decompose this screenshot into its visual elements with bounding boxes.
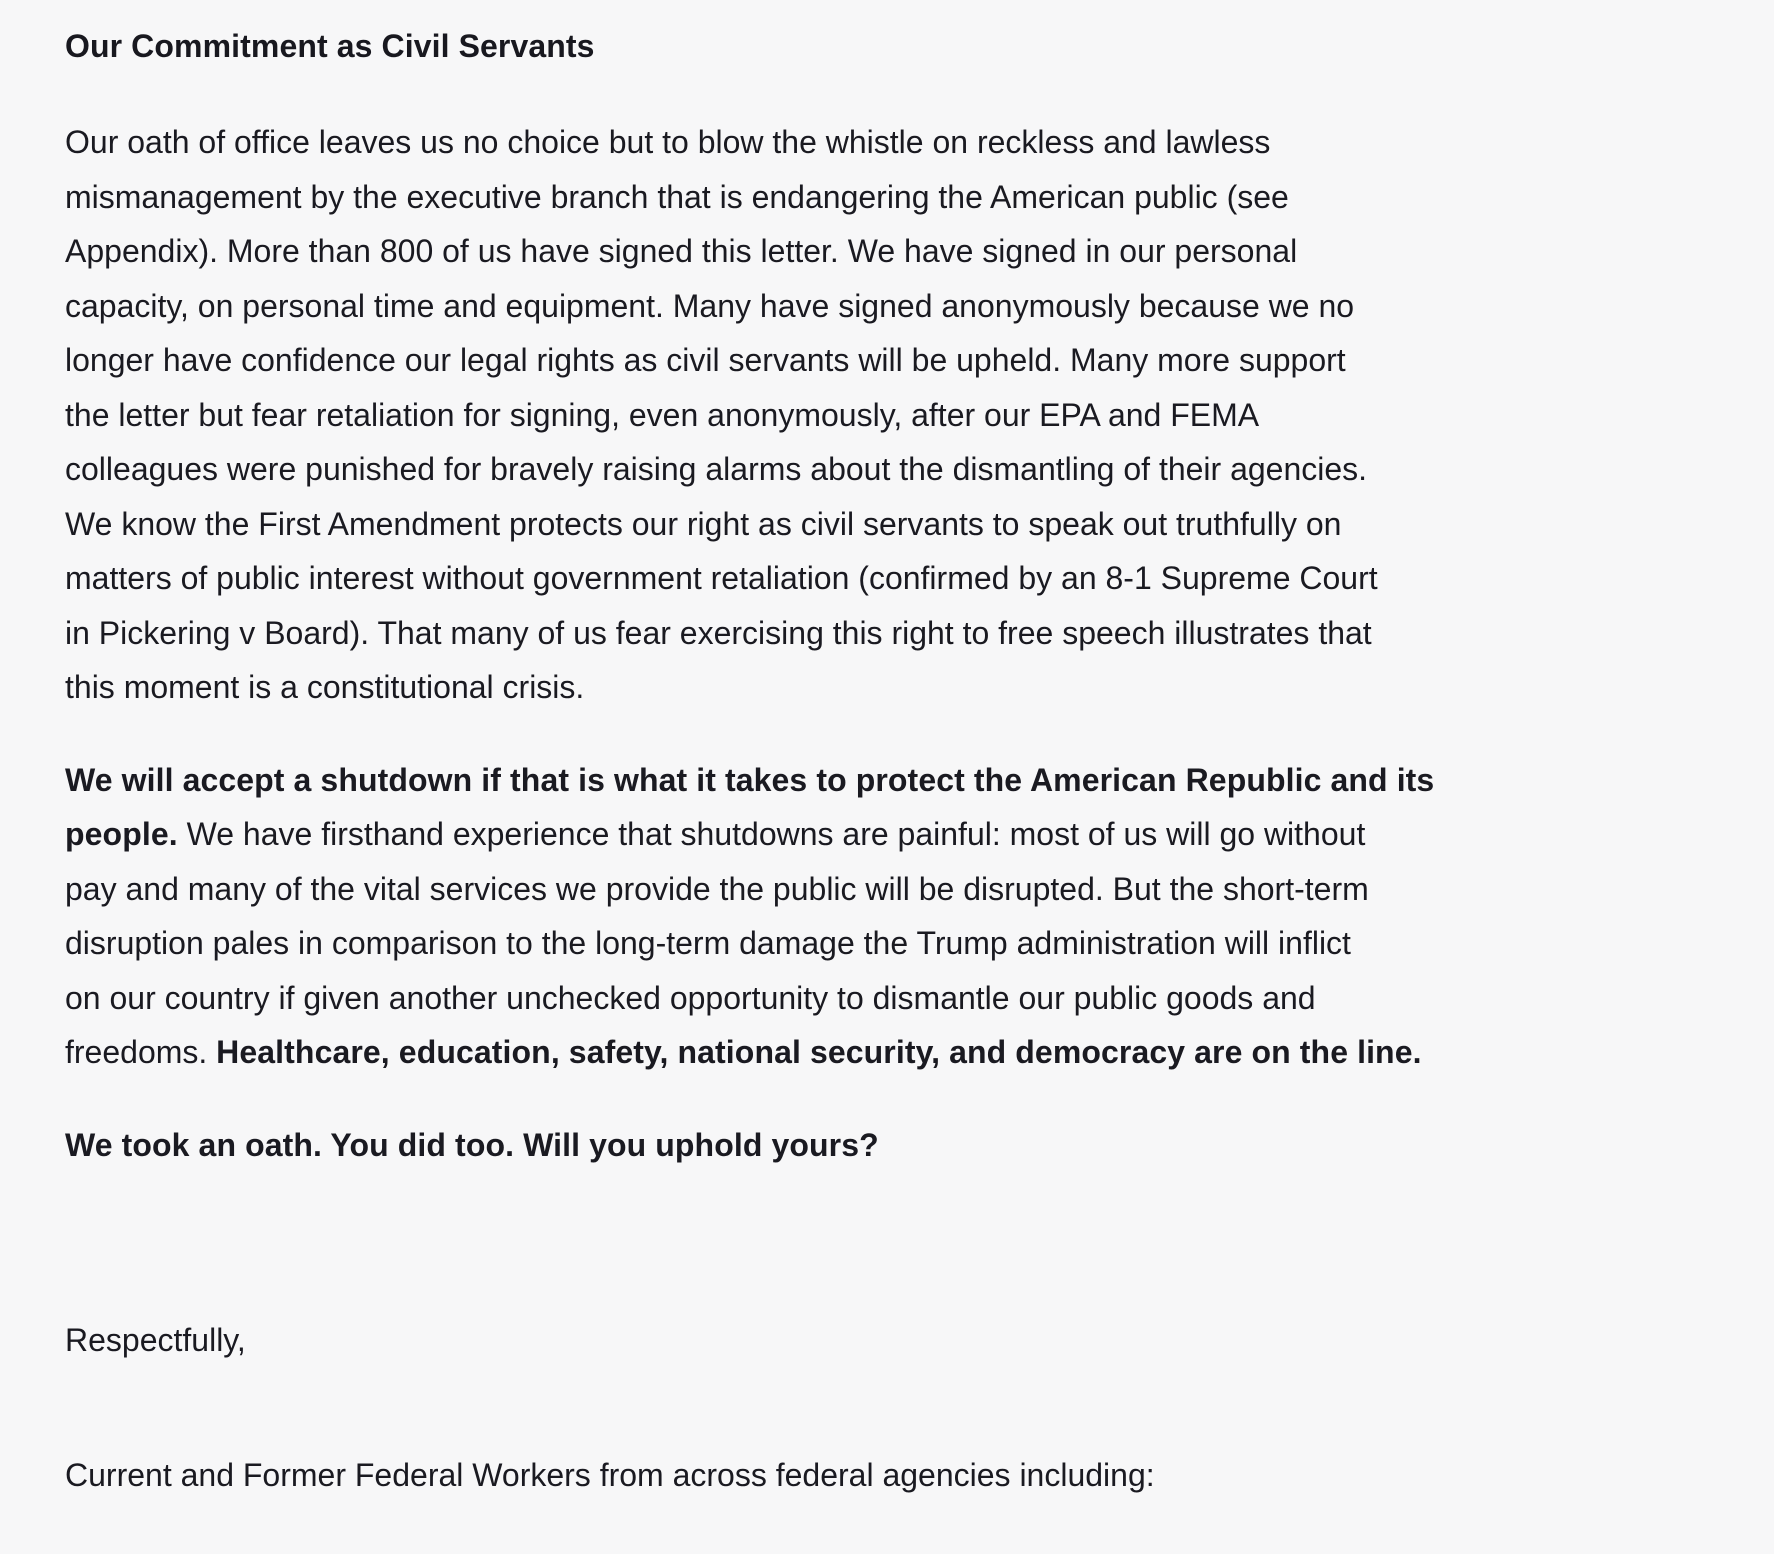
text-run: mismanagement by the executive branch that is endangering the American public (see: [65, 178, 1289, 215]
text-line: [65, 807, 1714, 862]
text-line: [65, 1448, 1714, 1503]
text-run: freedoms.: [65, 1034, 217, 1070]
text-line: [65, 1118, 1714, 1173]
oath-question-paragraph: [65, 1118, 1714, 1173]
text-line: [65, 660, 1714, 715]
text-run: disruption pales in comparison to the long-term damage the Trump administration will inflict: [65, 925, 1351, 961]
text-run: Respectfully,: [65, 1322, 246, 1358]
bold-text-run: We will accept a shutdown if that is what it takes to protect the American Republic and its: [65, 761, 1435, 798]
text-line: [65, 333, 1714, 388]
bold-text-run: Healthcare, education, safety, national security, and democracy are on the line.: [216, 1034, 1422, 1070]
text-line: [65, 115, 1714, 170]
text-line: [65, 862, 1714, 917]
text-line: [65, 971, 1714, 1026]
text-line: [65, 1313, 1714, 1368]
text-run: the letter but fear retaliation for signing, even anonymously, after our EPA and FEMA: [65, 396, 1260, 433]
text-run: Current and Former Federal Workers from across federal agencies including:: [65, 1456, 1155, 1493]
text-run: on our country if given another unchecked opportunity to dismantle our public goods and: [65, 979, 1316, 1016]
text-line: [65, 1025, 1714, 1080]
text-run: pay and many of the vital services we provide the public will be disrupted. But the short-term: [65, 870, 1369, 907]
text-line: [65, 442, 1714, 497]
text-run: in Pickering v Board). That many of us fear exercising this right to free speech illustrates that: [65, 614, 1372, 651]
text-run: We know the First Amendment protects our right as civil servants to speak out truthfully on: [65, 505, 1342, 542]
text-run: longer have confidence our legal rights as civil servants will be upheld. Many more support: [65, 342, 1346, 378]
bold-text-run: people.: [65, 816, 178, 852]
text-run: matters of public interest without government retaliation (confirmed by an 8-1 Supreme Court: [65, 560, 1378, 596]
text-run: colleagues were punished for bravely raising alarms about the dismantling of their agencies.: [65, 451, 1368, 487]
text-line: [65, 606, 1714, 661]
text-run: capacity, on personal time and equipment. Many have signed anonymously because we no: [65, 287, 1355, 324]
text-run: Appendix). More than 800 of us have signed this letter. We have signed in our personal: [65, 233, 1298, 269]
text-run: this moment is a constitutional crisis.: [65, 669, 585, 705]
text-line: [65, 916, 1714, 971]
shutdown-paragraph: [65, 753, 1714, 1080]
text-run: Our oath of office leaves us no choice but to blow the whistle on reckless and lawless: [65, 124, 1271, 160]
text-line: [65, 224, 1714, 279]
text-run: We have firsthand experience that shutdowns are painful: most of us will go without: [177, 816, 1366, 852]
signatories-intro-paragraph: [65, 1448, 1714, 1503]
whistleblower-paragraph: [65, 115, 1714, 715]
text-line: [65, 279, 1714, 334]
letter-heading: Our Commitment as Civil Servants: [65, 28, 595, 64]
text-line: [65, 497, 1714, 552]
text-line: [65, 170, 1714, 225]
text-line: [65, 753, 1714, 808]
bold-text-run: We took an oath. You did too. Will you uphold yours?: [65, 1126, 879, 1163]
text-line: [65, 388, 1714, 443]
letter-body: [65, 115, 1714, 1502]
text-line: [65, 551, 1714, 606]
signoff-paragraph: [65, 1313, 1714, 1368]
